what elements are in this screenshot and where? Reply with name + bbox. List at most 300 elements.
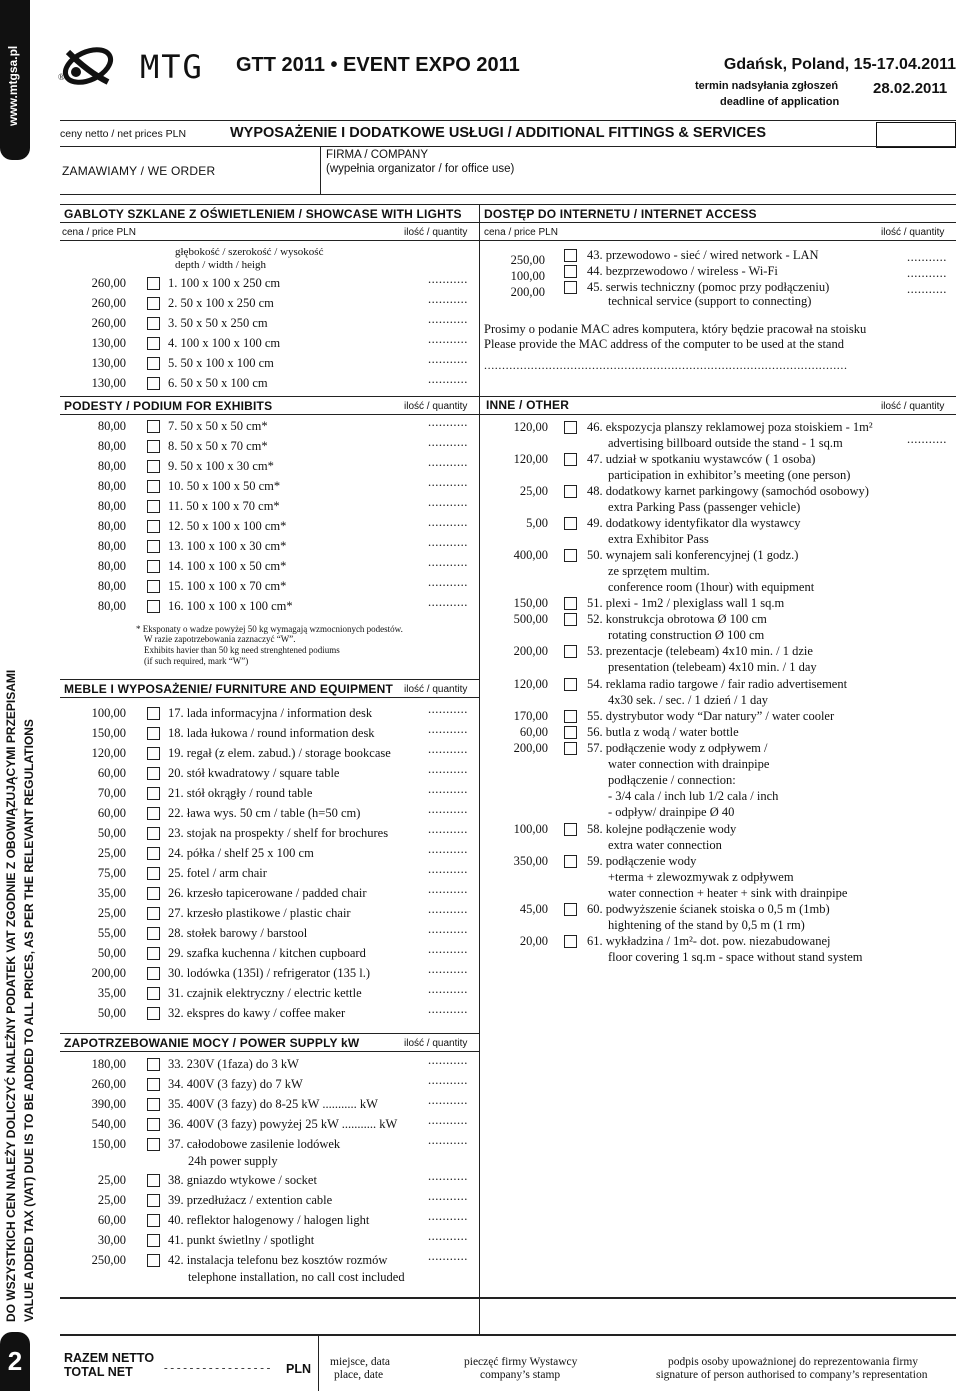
podium-item-label: 11. 50 x 100 x 70 cm* <box>168 499 280 513</box>
other-item-line: - 3/4 cala / inch lub 1/2 cala / inch <box>608 789 779 803</box>
vat-notice-pl: DO WSZYSTKICH CEN NALEŻY DOLICZYĆ NALEŻNY PODATEK VAT ZGODNIE Z OBOWIĄZUJĄCYMI PRZEPISAMI <box>4 669 18 1322</box>
other-item-line: - odpływ/ drainpipe Ø 40 <box>608 805 735 819</box>
furniture-checkbox[interactable] <box>147 827 160 840</box>
furniture-checkbox[interactable] <box>147 1007 160 1020</box>
furniture-quantity-field[interactable]: ........... <box>428 862 468 876</box>
podium-price: 80,00 <box>97 479 126 493</box>
furniture-price: 120,00 <box>91 746 126 760</box>
showcase-quantity-header: ilość / quantity <box>404 227 468 238</box>
podium-price: 80,00 <box>97 499 126 513</box>
furniture-price: 75,00 <box>97 866 126 880</box>
furniture-quantity-field[interactable]: ........... <box>428 762 468 776</box>
podium-quantity-field[interactable]: ........... <box>428 495 468 509</box>
other-price: 120,00 <box>513 452 548 466</box>
power-item-label: 35. 400V (3 fazy) do 8-25 kW ........... kW <box>168 1097 378 1111</box>
internet-checkbox[interactable] <box>564 265 577 278</box>
furniture-checkbox[interactable] <box>147 987 160 1000</box>
furniture-item-label: 31. czajnik elektryczny / electric kettle <box>168 986 362 1000</box>
showcase-quantity-field[interactable]: ........... <box>428 292 468 306</box>
podium-quantity-field[interactable]: ........... <box>428 575 468 589</box>
furniture-item-label: 21. stół okrągły / round table <box>168 786 313 800</box>
power-price: 60,00 <box>97 1213 126 1227</box>
showcase-title: GABLOTY SZKLANE Z OŚWIETLENIEM / SHOWCASE WITH LIGHTS <box>64 207 462 221</box>
power-checkbox[interactable] <box>147 1214 160 1227</box>
furniture-checkbox[interactable] <box>147 947 160 960</box>
other-item-line: 56. butla z wodą / water bottle <box>587 725 739 739</box>
podium-checkbox[interactable] <box>147 580 160 593</box>
mac-text-en: Please provide the MAC address of the computer to be used at the stand <box>484 337 844 351</box>
furniture-checkbox[interactable] <box>147 867 160 880</box>
podium-checkbox[interactable] <box>147 420 160 433</box>
total-net-en: TOTAL NET <box>64 1365 133 1379</box>
furniture-checkbox[interactable] <box>147 967 160 980</box>
internet-price-header: cena / price PLN <box>484 227 558 238</box>
power-item-label: 41. punkt świetlny / spotlight <box>168 1233 315 1247</box>
other-price: 400,00 <box>513 548 548 562</box>
power-item-label-2: 24h power supply <box>188 1154 278 1168</box>
power-price: 150,00 <box>91 1137 126 1151</box>
showcase-item-label: 3. 50 x 50 x 250 cm <box>168 316 268 330</box>
podium-price: 80,00 <box>97 519 126 533</box>
power-price: 25,00 <box>97 1173 126 1187</box>
other-item-line: rotating construction Ø 100 cm <box>608 628 765 642</box>
other-item-line: 51. plexi - 1m2 / plexiglass wall 1 sq.m <box>587 596 785 610</box>
furniture-price: 60,00 <box>97 806 126 820</box>
other-item-line: 55. dystrybutor wody “Dar natury” / water cooler <box>587 709 835 723</box>
internet-item-label: 43. przewodowo - sieć / wired network - LAN <box>587 248 819 262</box>
other-checkbox[interactable] <box>564 903 577 916</box>
furniture-item-label: 28. stołek barowy / barstool <box>168 926 308 940</box>
prices-label: ceny netto / net prices PLN <box>60 128 187 140</box>
power-checkbox[interactable] <box>147 1098 160 1111</box>
furniture-price: 25,00 <box>97 906 126 920</box>
podium-note-1: * Eksponaty o wadze powyżej 50 kg wymagają wzmocnionych podestów. <box>136 624 403 634</box>
other-price: 5,00 <box>526 516 548 530</box>
furniture-item-label: 23. stojak na prospekty / shelf for brochures <box>168 826 389 840</box>
showcase-price-header: cena / price PLN <box>62 227 136 238</box>
other-checkbox[interactable] <box>564 855 577 868</box>
podium-price: 80,00 <box>97 579 126 593</box>
other-item-line: ze sprzętem multim. <box>608 564 710 578</box>
other-item-line: water connection with drainpipe <box>608 757 770 771</box>
podium-checkbox[interactable] <box>147 560 160 573</box>
company-label: FIRMA / COMPANY <box>326 149 429 161</box>
furniture-item-label: 26. krzesło tapicerowane / padded chair <box>168 886 367 900</box>
power-quantity-field[interactable]: ........... <box>428 1133 468 1147</box>
furniture-price: 50,00 <box>97 826 126 840</box>
other-item-line: 49. dodatkowy identyfikator dla wystawcy <box>587 516 801 530</box>
power-checkbox[interactable] <box>147 1118 160 1131</box>
other-checkbox[interactable] <box>564 549 577 562</box>
power-quantity-field[interactable]: ........... <box>428 1093 468 1107</box>
podium-item-label: 16. 100 x 100 x 100 cm* <box>168 599 293 613</box>
other-checkbox[interactable] <box>564 823 577 836</box>
furniture-item-label: 30. lodówka (135l) / refrigerator (135 l.) <box>168 966 371 980</box>
other-checkbox[interactable] <box>564 678 577 691</box>
furniture-price: 60,00 <box>97 766 126 780</box>
furniture-price: 150,00 <box>91 726 126 740</box>
power-quantity-field[interactable]: ........... <box>428 1209 468 1223</box>
podium-quantity-header: ilość / quantity <box>404 401 468 412</box>
furniture-checkbox[interactable] <box>147 707 160 720</box>
other-item-line: 53. prezentacje (telebeam) 4x10 min. / 1 dzie <box>587 644 813 658</box>
page-number: 2 <box>0 1332 30 1391</box>
showcase-checkbox[interactable] <box>147 337 160 350</box>
showcase-quantity-field[interactable]: ........... <box>428 332 468 346</box>
power-checkbox[interactable] <box>147 1254 160 1267</box>
other-checkbox[interactable] <box>564 597 577 610</box>
other-checkbox[interactable] <box>564 935 577 948</box>
other-checkbox[interactable] <box>564 453 577 466</box>
furniture-price: 200,00 <box>91 966 126 980</box>
showcase-checkbox[interactable] <box>147 357 160 370</box>
other-item-line: +terma + zlewozmywak z odpływem <box>608 870 794 884</box>
power-item-label: 40. reflektor halogenowy / halogen light <box>168 1213 370 1227</box>
power-price: 180,00 <box>91 1057 126 1071</box>
deadline-en: deadline of application <box>720 96 840 108</box>
power-quantity-field[interactable]: ........... <box>428 1189 468 1203</box>
furniture-price: 70,00 <box>97 786 126 800</box>
other-checkbox[interactable] <box>564 710 577 723</box>
showcase-item-label: 6. 50 x 50 x 100 cm <box>168 376 268 390</box>
power-checkbox[interactable] <box>147 1058 160 1071</box>
furniture-title: MEBLE I WYPOSAŻENIE/ FURNITURE AND EQUIPMENT <box>64 682 394 696</box>
other-checkbox[interactable] <box>564 742 577 755</box>
furniture-item-label: 20. stół kwadratowy / square table <box>168 766 340 780</box>
furniture-quantity-field[interactable]: ........... <box>428 742 468 756</box>
internet-price: 200,00 <box>510 285 545 299</box>
showcase-price: 260,00 <box>91 276 126 290</box>
internet-quantity-field[interactable]: ........... <box>907 266 947 280</box>
other-quantity-header: ilość / quantity <box>881 401 945 412</box>
signature-pl: podpis osoby upoważnionej do reprezentowania firmy <box>668 1356 919 1368</box>
podium-quantity-field[interactable]: ........... <box>428 535 468 549</box>
power-item-label: 37. całodobowe zasilenie lodówek <box>168 1137 341 1151</box>
showcase-price: 130,00 <box>91 356 126 370</box>
podium-price: 80,00 <box>97 559 126 573</box>
podium-item-label: 9. 50 x 100 x 30 cm* <box>168 459 274 473</box>
furniture-quantity-field[interactable]: ........... <box>428 722 468 736</box>
other-item-line: 48. dodatkowy karnet parkingowy (samochód osobowy) <box>587 484 869 498</box>
other-checkbox[interactable] <box>564 645 577 658</box>
showcase-checkbox[interactable] <box>147 377 160 390</box>
internet-quantity-field[interactable]: ........... <box>907 250 947 264</box>
power-quantity-field[interactable]: ........... <box>428 1113 468 1127</box>
podium-checkbox[interactable] <box>147 480 160 493</box>
podium-price: 80,00 <box>97 459 126 473</box>
furniture-price: 55,00 <box>97 926 126 940</box>
dims-en: depth / width / heigh <box>175 259 267 271</box>
furniture-quantity-field[interactable]: ........... <box>428 702 468 716</box>
podium-item-label: 15. 100 x 100 x 70 cm* <box>168 579 287 593</box>
power-quantity-field[interactable]: ........... <box>428 1169 468 1183</box>
furniture-item-label: 32. ekspres do kawy / coffee maker <box>168 1006 346 1020</box>
company-note: (wypełnia organizator / for office use) <box>326 163 515 175</box>
other-item-line: 59. podłączenie wody <box>587 854 697 868</box>
other-item-line: 46. ekspozycja planszy reklamowej poza stoiskiem - 1m² <box>587 420 873 434</box>
other-item-line: presentation (telebeam) 4x10 min. / 1 day <box>608 660 817 674</box>
furniture-price: 25,00 <box>97 846 126 860</box>
other-item-line: 57. podłączenie wody z odpływem / <box>587 741 768 755</box>
logo-text: MTG <box>140 48 204 86</box>
power-price: 30,00 <box>97 1233 126 1247</box>
other-item-line: 50. wynajem sali konferencyjnej (1 godz.) <box>587 548 799 562</box>
power-item-label: 34. 400V (3 fazy) do 7 kW <box>168 1077 303 1091</box>
showcase-price: 130,00 <box>91 376 126 390</box>
showcase-quantity-field[interactable]: ........... <box>428 312 468 326</box>
furniture-checkbox[interactable] <box>147 807 160 820</box>
internet-price: 250,00 <box>510 253 545 267</box>
internet-item-label: 45. serwis techniczny (pomoc przy podłączeniu) <box>587 280 830 294</box>
furniture-item-label: 22. ława wys. 50 cm / table (h=50 cm) <box>168 806 361 820</box>
other-item-line: advertising billboard outside the stand - 1 sq.m <box>608 436 843 450</box>
podium-item-label: 7. 50 x 50 x 50 cm* <box>168 419 268 433</box>
other-item-line: 47. udział w spotkaniu wystawców ( 1 osoba) <box>587 452 816 466</box>
internet-quantity-header: ilość / quantity <box>881 227 945 238</box>
section-title: WYPOSAŻENIE I DODATKOWE USŁUGI / ADDITIONAL FITTINGS & SERVICES <box>230 125 766 141</box>
other-item-line: floor covering 1 sq.m - space without stand system <box>608 950 863 964</box>
power-quantity-field[interactable]: ........... <box>428 1249 468 1263</box>
podium-item-label: 12. 50 x 100 x 100 cm* <box>168 519 287 533</box>
other-item-line: podłączenie / connection: <box>608 773 736 787</box>
power-title: ZAPOTRZEBOWANIE MOCY / POWER SUPPLY kW <box>64 1036 360 1050</box>
furniture-checkbox[interactable] <box>147 887 160 900</box>
podium-checkbox[interactable] <box>147 600 160 613</box>
office-box <box>876 122 956 148</box>
power-item-label: 36. 400V (3 fazy) powyżej 25 kW ........... kW <box>168 1117 398 1131</box>
furniture-item-label: 18. lada łukowa / round information desk <box>168 726 375 740</box>
other-title: INNE / OTHER <box>486 398 570 412</box>
power-quantity-header: ilość / quantity <box>404 1038 468 1049</box>
dims-pl: głębokość / szerokość / wysokość <box>175 246 324 258</box>
place-date-pl: miejsce, data <box>330 1356 391 1368</box>
podium-title: PODESTY / PODIUM FOR EXHIBITS <box>64 399 273 413</box>
other-item-line: extra water connection <box>608 838 722 852</box>
total-net-field[interactable]: - - - - - - - - - - - - - - - - - <box>164 1362 271 1374</box>
internet-price: 100,00 <box>510 269 545 283</box>
other-item-line: extra Parking Pass (passenger vehicle) <box>608 500 801 514</box>
showcase-item-label: 4. 100 x 100 x 100 cm <box>168 336 281 350</box>
event-title: GTT 2011 • EVENT EXPO 2011 <box>236 54 520 76</box>
furniture-price: 100,00 <box>91 706 126 720</box>
other-item-line: 4x30 sek. / sec. / 1 dzień / 1 day <box>608 693 769 707</box>
showcase-item-label: 1. 100 x 100 x 250 cm <box>168 276 281 290</box>
showcase-price: 260,00 <box>91 316 126 330</box>
internet-checkbox[interactable] <box>564 281 577 294</box>
furniture-price: 35,00 <box>97 886 126 900</box>
other-price: 350,00 <box>513 854 548 868</box>
mac-text-pl: Prosimy o podanie MAC adres komputera, który będzie pracował na stoisku <box>484 322 867 336</box>
other-item-line: 60. podwyższenie ścianek stoiska o 0,5 m (1mb) <box>587 902 830 916</box>
website-url: www.mtgsa.pl <box>6 45 20 126</box>
showcase-checkbox[interactable] <box>147 317 160 330</box>
furniture-item-label: 17. lada informacyjna / information desk <box>168 706 373 720</box>
other-item-line: water connection + heater + sink with drainpipe <box>608 886 848 900</box>
power-quantity-field[interactable]: ........... <box>428 1229 468 1243</box>
furniture-price: 35,00 <box>97 986 126 1000</box>
other-price: 25,00 <box>519 484 548 498</box>
podium-note-3: Exhibits havier than 50 kg need strenghtened podiums <box>144 645 340 655</box>
podium-price: 80,00 <box>97 439 126 453</box>
podium-item-label: 13. 100 x 100 x 30 cm* <box>168 539 287 553</box>
other-item-line: 61. wykładzina / 1m²- dot. pow. niezabudowanej <box>587 934 831 948</box>
podium-quantity-field[interactable]: ........... <box>428 475 468 489</box>
showcase-price: 130,00 <box>91 336 126 350</box>
podium-item-label: 14. 100 x 100 x 50 cm* <box>168 559 287 573</box>
other-price: 200,00 <box>513 741 548 755</box>
other-item-line: 52. konstrukcja obrotowa Ø 100 cm <box>587 612 767 626</box>
other-price: 120,00 <box>513 677 548 691</box>
other-checkbox[interactable] <box>564 726 577 739</box>
power-price: 25,00 <box>97 1193 126 1207</box>
stamp-en: company’s stamp <box>480 1369 561 1381</box>
internet-item-label-2: technical service (support to connecting) <box>608 294 812 308</box>
deadline-pl: termin nadsyłania zgłoszeń <box>695 80 839 92</box>
other-price: 170,00 <box>513 709 548 723</box>
power-checkbox[interactable] <box>147 1138 160 1151</box>
signature-en: signature of person authorised to company’s representation <box>656 1369 928 1381</box>
other-price: 20,00 <box>519 934 548 948</box>
order-label: ZAMAWIAMY / WE ORDER <box>62 164 216 178</box>
furniture-price: 50,00 <box>97 946 126 960</box>
other-price: 60,00 <box>519 725 548 739</box>
podium-quantity-field[interactable]: ........... <box>428 415 468 429</box>
other-price: 200,00 <box>513 644 548 658</box>
podium-price: 80,00 <box>97 419 126 433</box>
power-checkbox[interactable] <box>147 1078 160 1091</box>
showcase-item-label: 5. 50 x 100 x 100 cm <box>168 356 274 370</box>
total-currency: PLN <box>286 1362 311 1376</box>
power-item-label: 33. 230V (1faza) do 3 kW <box>168 1057 299 1071</box>
mac-address-field[interactable]: ..................................................................................................... <box>484 358 848 372</box>
internet-quantity-field[interactable]: ........... <box>907 282 947 296</box>
deadline-date: 28.02.2011 <box>873 80 948 97</box>
other-item-line: extra Exhibitor Pass <box>608 532 709 546</box>
furniture-quantity-field[interactable]: ........... <box>428 842 468 856</box>
furniture-quantity-field[interactable]: ........... <box>428 982 468 996</box>
podium-quantity-field[interactable]: ........... <box>428 555 468 569</box>
podium-quantity-field[interactable]: ........... <box>428 435 468 449</box>
other-item-line: participation in exhibitor’s meeting (one person) <box>608 468 851 482</box>
power-quantity-field[interactable]: ........... <box>428 1073 468 1087</box>
other-price: 150,00 <box>513 596 548 610</box>
other-checkbox[interactable] <box>564 517 577 530</box>
other-item-line: hightening of the stand by 0,5 m (1 rm) <box>608 918 805 932</box>
furniture-item-label: 27. krzesło plastikowe / plastic chair <box>168 906 351 920</box>
podium-quantity-field[interactable]: ........... <box>428 595 468 609</box>
power-item-label: 42. instalacja telefonu bez kosztów rozmów <box>168 1253 388 1267</box>
furniture-checkbox[interactable] <box>147 927 160 940</box>
internet-checkbox[interactable] <box>564 249 577 262</box>
furniture-quantity-field[interactable]: ........... <box>428 1002 468 1016</box>
other-checkbox[interactable] <box>564 613 577 626</box>
other-item-line: conference room (1hour) with equipment <box>608 580 815 594</box>
power-item-label-2: telephone installation, no call cost included <box>188 1270 405 1284</box>
power-item-label: 39. przedłużacz / extention cable <box>168 1193 333 1207</box>
podium-checkbox[interactable] <box>147 540 160 553</box>
other-price: 120,00 <box>513 420 548 434</box>
place-date-en: place, date <box>334 1369 384 1381</box>
other-price: 45,00 <box>519 902 548 916</box>
other-price: 100,00 <box>513 822 548 836</box>
furniture-quantity-field[interactable]: ........... <box>428 802 468 816</box>
power-item-label: 38. gniazdo wtykowe / socket <box>168 1173 317 1187</box>
podium-item-label: 10. 50 x 100 x 50 cm* <box>168 479 281 493</box>
podium-checkbox[interactable] <box>147 500 160 513</box>
showcase-checkbox[interactable] <box>147 277 160 290</box>
vat-notice-en: VALUE ADDED TAX (VAT) DUE IS TO BE ADDED TO ALL PRICES, AS PER THE RELEVANT REGULATIONS <box>22 719 36 1322</box>
furniture-quantity-field[interactable]: ........... <box>428 782 468 796</box>
furniture-checkbox[interactable] <box>147 787 160 800</box>
furniture-quantity-header: ilość / quantity <box>404 684 468 695</box>
podium-note-4: (if such required, mark “W”) <box>144 656 249 666</box>
furniture-quantity-field[interactable]: ........... <box>428 822 468 836</box>
internet-item-label: 44. bezprzewodowo / wireless - Wi-Fi <box>587 264 778 278</box>
power-price: 390,00 <box>91 1097 126 1111</box>
furniture-quantity-field[interactable]: ........... <box>428 922 468 936</box>
furniture-checkbox[interactable] <box>147 767 160 780</box>
podium-checkbox[interactable] <box>147 460 160 473</box>
registered-mark: ® <box>58 72 65 82</box>
furniture-item-label: 25. fotel / arm chair <box>168 866 267 880</box>
power-price: 540,00 <box>91 1117 126 1131</box>
internet-title: DOSTĘP DO INTERNETU / INTERNET ACCESS <box>484 207 757 221</box>
podium-price: 80,00 <box>97 599 126 613</box>
furniture-quantity-field[interactable]: ........... <box>428 962 468 976</box>
showcase-quantity-field[interactable]: ........... <box>428 272 468 286</box>
furniture-item-label: 24. półka / shelf 25 x 100 cm <box>168 846 314 860</box>
showcase-checkbox[interactable] <box>147 297 160 310</box>
power-price: 250,00 <box>91 1253 126 1267</box>
podium-item-label: 8. 50 x 50 x 70 cm* <box>168 439 268 453</box>
power-quantity-field[interactable]: ........... <box>428 1053 468 1067</box>
power-price: 260,00 <box>91 1077 126 1091</box>
other-checkbox[interactable] <box>564 485 577 498</box>
showcase-quantity-field[interactable]: ........... <box>428 372 468 386</box>
furniture-checkbox[interactable] <box>147 727 160 740</box>
stamp-pl: pieczęć firmy Wystawcy <box>464 1356 578 1368</box>
showcase-price: 260,00 <box>91 296 126 310</box>
power-checkbox[interactable] <box>147 1194 160 1207</box>
power-checkbox[interactable] <box>147 1234 160 1247</box>
podium-quantity-field[interactable]: ........... <box>428 515 468 529</box>
furniture-quantity-field[interactable]: ........... <box>428 902 468 916</box>
other-item-line: 58. kolejne podłączenie wody <box>587 822 737 836</box>
podium-checkbox[interactable] <box>147 440 160 453</box>
podium-checkbox[interactable] <box>147 520 160 533</box>
showcase-quantity-field[interactable]: ........... <box>428 352 468 366</box>
showcase-item-label: 2. 50 x 100 x 250 cm <box>168 296 274 310</box>
furniture-checkbox[interactable] <box>147 907 160 920</box>
podium-price: 80,00 <box>97 539 126 553</box>
other-price: 500,00 <box>513 612 548 626</box>
furniture-item-label: 19. regał (z elem. zabud.) / storage bookcase <box>168 746 391 760</box>
power-checkbox[interactable] <box>147 1174 160 1187</box>
podium-note-2: W razie zapotrzebowania zaznaczyć “W”. <box>144 634 296 644</box>
furniture-price: 50,00 <box>97 1006 126 1020</box>
other-quantity-field[interactable]: ........... <box>907 432 947 446</box>
event-location: Gdańsk, Poland, 15-17.04.2011 <box>723 56 956 73</box>
furniture-item-label: 29. szafka kuchenna / kitchen cupboard <box>168 946 366 960</box>
furniture-quantity-field[interactable]: ........... <box>428 882 468 896</box>
furniture-quantity-field[interactable]: ........... <box>428 942 468 956</box>
total-net-pl: RAZEM NETTO <box>64 1351 155 1365</box>
furniture-checkbox[interactable] <box>147 847 160 860</box>
other-checkbox[interactable] <box>564 421 577 434</box>
podium-quantity-field[interactable]: ........... <box>428 455 468 469</box>
other-item-line: 54. reklama radio targowe / fair radio advertisement <box>587 677 848 691</box>
furniture-checkbox[interactable] <box>147 747 160 760</box>
